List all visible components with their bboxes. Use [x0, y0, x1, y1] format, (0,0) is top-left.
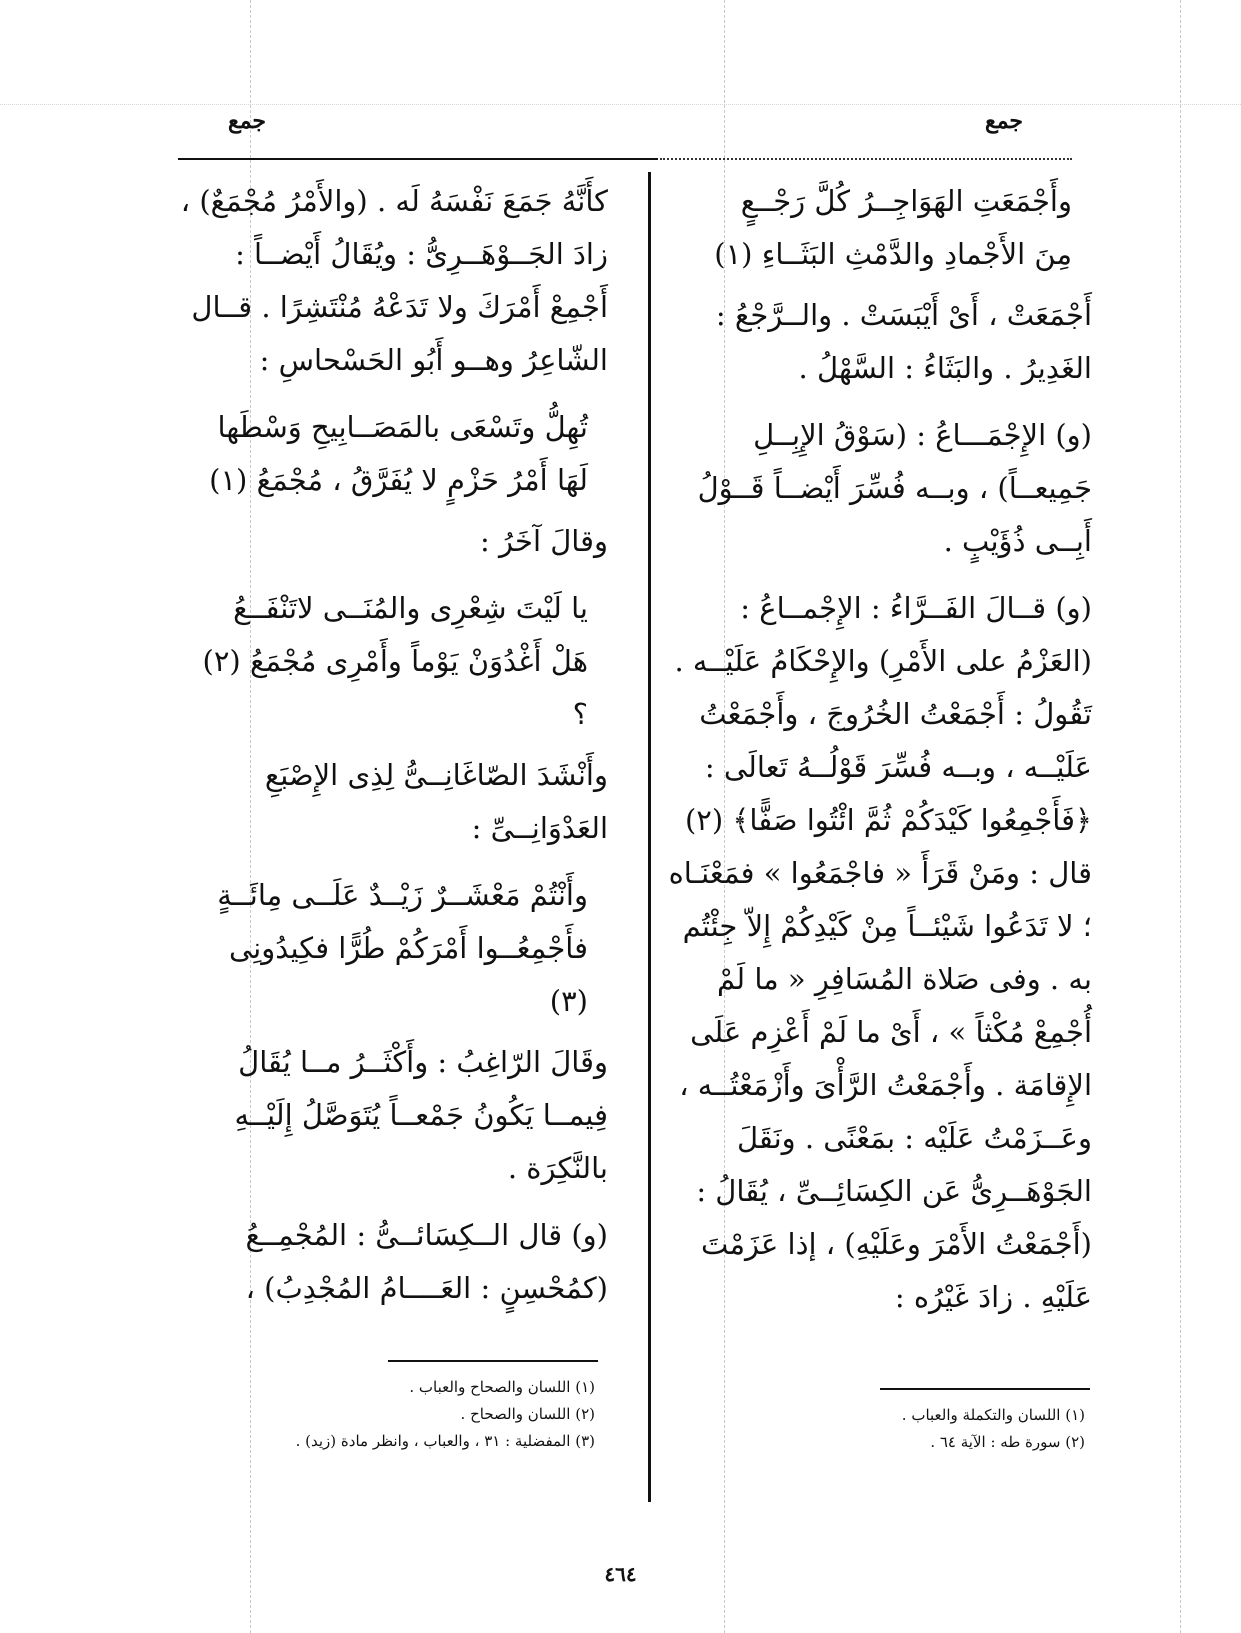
page-number: ٤٦٤	[604, 1562, 637, 1586]
left-footnotes	[200, 1374, 595, 1455]
paragraph: وقالَ آخَرُ :	[480, 524, 608, 558]
paragraph: وأَنْشَدَ الصّاغَانِــىُّ لِذِى الإِصْبَعِ العَدْوَانِــىِّ :	[264, 758, 608, 845]
header-title-right: جمع	[985, 108, 1024, 134]
footnote-item: (٢) سورة طه : الآية ٦٤ .	[930, 1433, 1085, 1451]
footnote-item: (٢) اللسان والصحاح .	[460, 1405, 595, 1423]
footnote-item: (٣) المفضلية : ٣١ ، والعباب ، وانظر مادة (زيد) .	[295, 1432, 595, 1450]
paragraph: (و) قــالَ الفَــرَّاءُ : الإِجْمــاعُ : (العَزْمُ على الأَمْرِ) والإِحْكَامُ عَلَيْــه . تَقُولُ : أَجْمَعْتُ الخُرُوجَ ، وأَجْمَعْتُ عَلَيْــه ، وبــه فُسِّرَ قَوْلُــهُ تَعالَى : ﴿فَأَجْمِعُوا كَيْدَكُمْ ثُمَّ ائْتُوا صَفًّا﴾ (٢) قال : ومَنْ قَرَأَ « فاجْمَعُوا » فمَعْنَـاه ؛ لا تَدَعُوا شَيْئــاً مِنْ كَيْدِكُمْ إِلاّ جِئْتُم به . وفى صَلاة المُسَافِرِ « ما لَمْ أُجْمِعْ مُكْثاً » ، أَىْ ما لَمْ أَعْزِم عَلَى الإِقامَة . وأَجْمَعْتُ الرَّأْىَ وأَزْمَعْتُــه ، وعَــزَمْتُ عَلَيْه : بمَعْنًى . ونَقَلَ الجَوْهَــرِىُّ عَن الكِسَائِــىِّ ، يُقَالُ : (أَجْمَعْتُ الأَمْرَ وعَلَيْهِ) ، إذا عَزَمْتَ عَلَيْهِ . زادَ غَيْرُه :	[668, 591, 1092, 1314]
paragraph: (و) الإِجْمَـــاعُ : (سَوْقُ الإِبِــلِ جَمِيعــاً) ، وبــه فُسِّرَ أَيْضــاً قَــوْلُ أَبِــى ذُؤَيْبٍ .	[697, 418, 1092, 558]
right-column	[660, 175, 1092, 1338]
footnote-rule-right	[880, 1388, 1090, 1390]
paragraph: أَجْمَعَتْ ، أَىْ أَيْبَسَتْ . والــرَّجْعُ : الغَدِيرُ . والبَثَاءُ : السَّهْلُ .	[715, 298, 1092, 385]
scan-guide-line-right	[1180, 0, 1181, 1633]
verse-line: فأَجْمِعُــوا أَمْرَكُمْ طُرًّا فكِيدُونِى (٣)	[228, 931, 588, 1018]
verse-line: وأَجْمَعَتِ الهَوَاجِــرُ كُلَّ رَجْــعٍ	[740, 184, 1072, 218]
verse-line: وأَنْتُمْ مَعْشَــرٌ زَيْــدٌ عَلَــى مِائَــةٍ	[217, 878, 588, 912]
verse-line: يا لَيْتَ شِعْرِى والمُنَــى لاتَنْفَــعُ	[233, 591, 588, 625]
right-footnotes	[760, 1402, 1085, 1456]
verse-line: تُهِلُّ وتَسْعَى بالمَصَــابِيحِ وَسْطَها	[217, 410, 588, 444]
footnote-rule-left	[388, 1360, 598, 1362]
column-divider	[648, 172, 651, 1502]
verse-line: مِنَ الأَجْمادِ والدَّمْثِ البَثَــاءِ (١)	[714, 237, 1072, 271]
paragraph: كأَنَّهُ جَمَعَ نَفْسَهُ لَه . (والأَمْرُ مُجْمَعٌ) ، زادَ الجَــوْهَــرِىُّ : ويُقَالُ أَيْضــاً : أَجْمِعْ أَمْرَكَ ولا تَدَعْهُ مُنْتَشِرًا . قــال الشّاعِرُ وهــو أَبُو الحَسْحاسِ :	[180, 184, 608, 377]
left-column	[168, 175, 608, 1329]
header-title-left: جمع	[228, 108, 267, 134]
footnote-item: (١) اللسان والتكملة والعباب .	[901, 1406, 1085, 1424]
header-rule-right	[660, 158, 1072, 160]
scan-guide-line-top	[0, 104, 1241, 105]
verse-line: هَلْ أَغْدُوَنْ يَوْماً وأَمْرِى مُجْمَعُ (٢) ؟	[202, 644, 588, 731]
footnote-item: (١) اللسان والصحاح والعباب .	[409, 1378, 595, 1396]
paragraph: (و) قال الــكِسَائــىُّ : المُجْمِــعُ (كمُحْسِنٍ : العَــــامُ المُجْدِبُ) ،	[245, 1218, 608, 1305]
paragraph: وقَالَ الرّاغِبُ : وأَكْثَــرُ مــا يُقَالُ فِيمــا يَكُونُ جَمْعــاً يُتَوَصَّلُ إِلَيْــهِ بالنَّكِرَة .	[234, 1045, 608, 1185]
verse-line: لَهَا أَمْرُ حَزْمٍ لا يُفَرَّقُ ، مُجْمَعُ (١)	[209, 463, 588, 497]
header-rule-left	[178, 158, 658, 160]
